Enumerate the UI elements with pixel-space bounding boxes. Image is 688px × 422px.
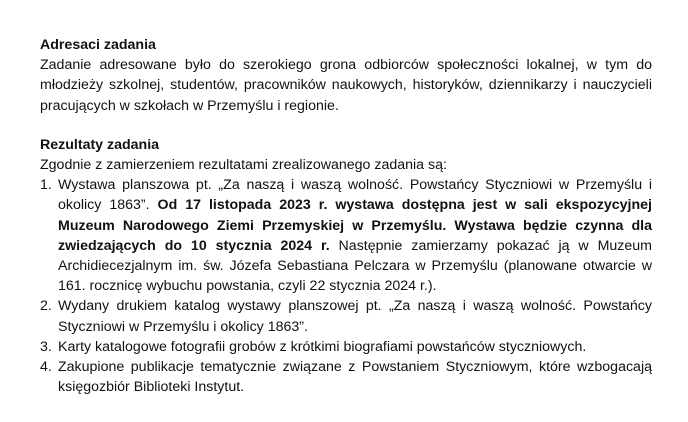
list-item-bold-text: Od 17 listopada 2023 r. wystawa dostępna jest w sali ekspozycyjnej Muzeum Narodowego Ziemi Przemyskiej w Przemyślu. Wystawa będzie czynna dla zwiedzających do 10 stycznia 2024 r.: [58, 197, 652, 254]
results-list: [40, 175, 652, 397]
list-item-text-continued: Następnie zamierzamy pokazać ją w Muzeum Archidiecezjalnym im. św. Józefa Sebastiana Pelczara w Przemyślu (planowane otwarcie w 161. rocznicę wybuchu powstania, czyli 22 stycznia 2024 r.).: [58, 237, 652, 295]
results-intro: Zgodnie z zamierzeniem rezultatami zrealizowanego zadania są:: [40, 157, 447, 174]
list-item: [40, 175, 652, 296]
list-item-number: 2.: [40, 298, 52, 315]
recipients-paragraph: Zadanie adresowane było do szerokiego grona odbiorców społeczności lokalnej, w tym do młodzieży szkolnej, studentów, pracowników naukowych, historyków, dziennikarzy i nauczycieli pracujących w szkołach w Przemyślu i regionie.: [40, 57, 652, 114]
section-recipients: [40, 35, 652, 116]
document-page: [40, 35, 652, 397]
list-item-text: Wydany drukiem katalog wystawy planszowej pt. „Za naszą i waszą wolność. Powstańcy Styczniowi w Przemyślu i okolicy 1863”.: [58, 298, 652, 335]
section-spacer: [40, 116, 652, 135]
section-heading-recipients: Adresaci zadania: [40, 37, 156, 53]
list-item-number: 3.: [40, 338, 52, 355]
list-item-number: 1.: [40, 177, 52, 194]
list-item-number: 4.: [40, 359, 52, 376]
section-heading-results: Rezultaty zadania: [40, 136, 160, 153]
list-item-text: Zakupione publikacje tematycznie związane z Powstaniem Styczniowym, które wzbogacają księgozbiór Biblioteki Instytut.: [58, 359, 652, 396]
section-results: [40, 135, 652, 398]
list-item: [40, 337, 652, 357]
list-item-text: Wystawa planszowa pt. „Za naszą i waszą wolność. Powstańcy Styczniowi w Przemyślu i okolicy 1863”.: [58, 177, 652, 214]
list-item: [40, 357, 652, 397]
list-item-text: Karty katalogowe fotografii grobów z krótkimi biografiami powstańców styczniowych.: [58, 338, 587, 355]
list-item: [40, 296, 652, 336]
